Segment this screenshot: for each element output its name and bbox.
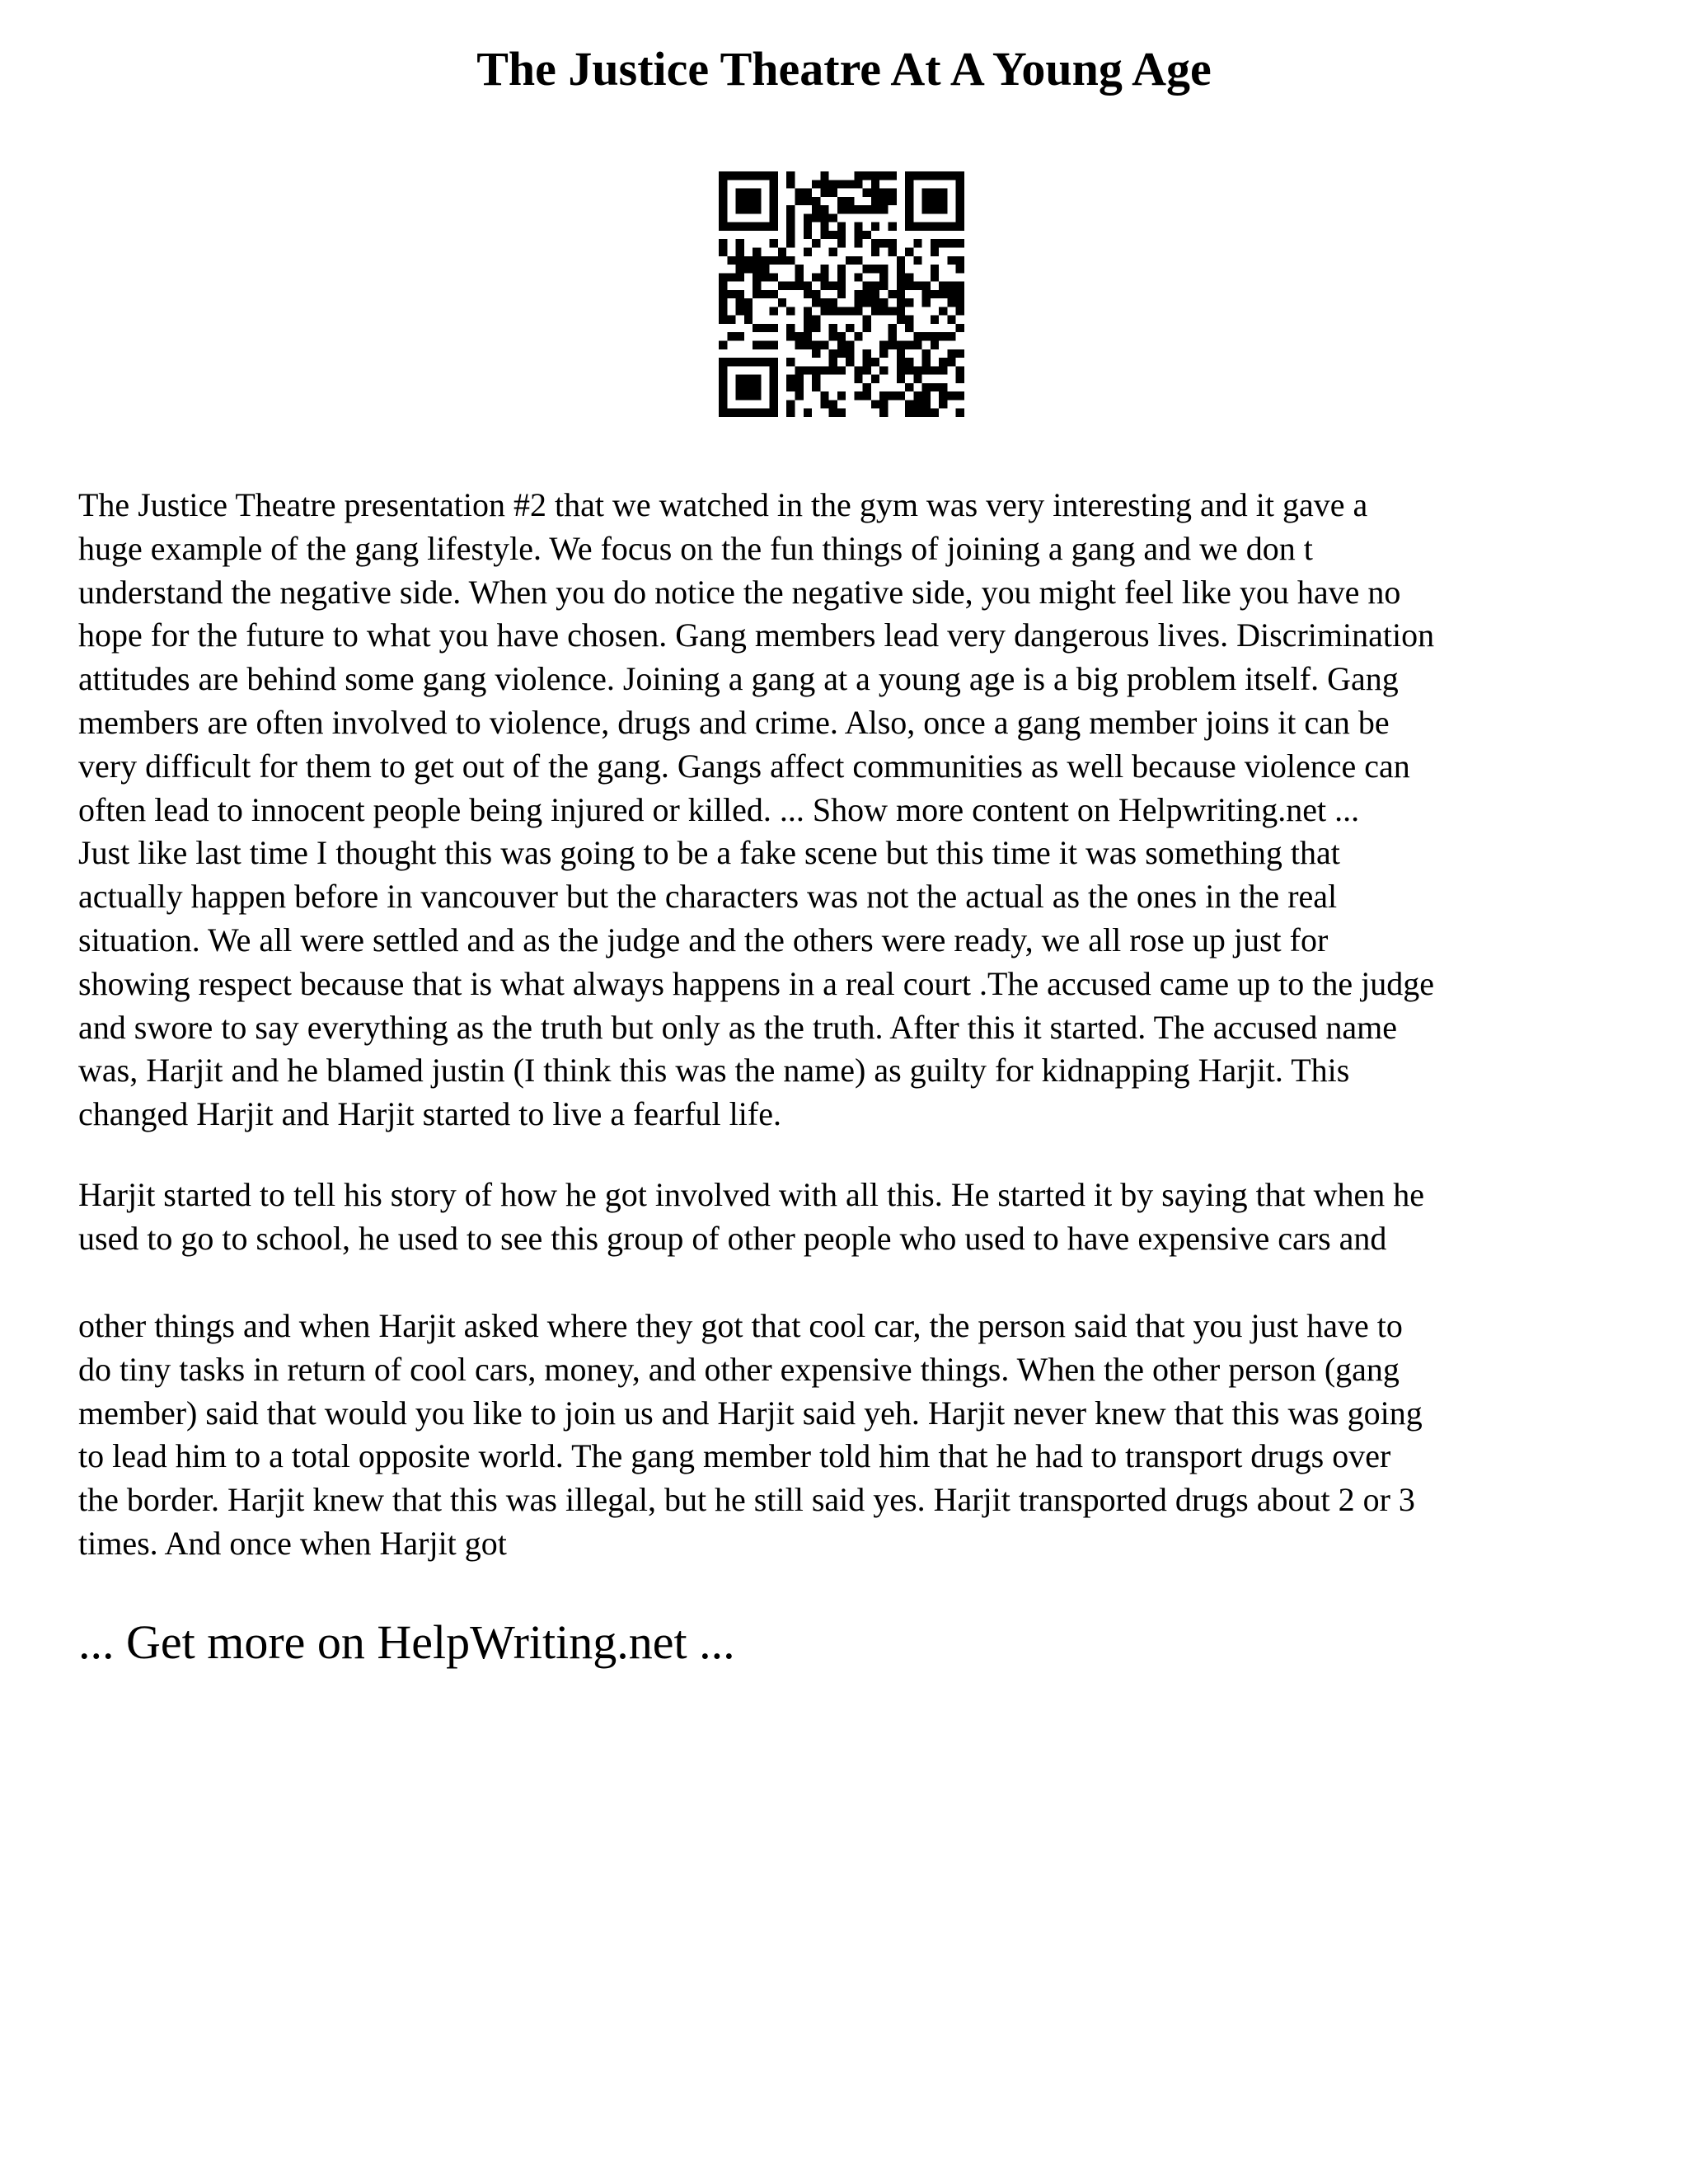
body-paragraph-3: other things and when Harjit asked where they got that cool car, the person said that you just have to do tiny tasks in return of cool cars, money, and other expensive things. When the other person (gang member) said that would you like to join us and Harjit said yeh. Harjit never knew that this was going to lead him to a total opposite world. The gang member told him that he had to transport drugs over the border. Harjit knew that this was illegal, but he still said yes. Harjit transported drugs about 2 or 3 times. And once when Harjit got bbox=[78, 1307, 1423, 1562]
qr-code-icon[interactable] bbox=[719, 171, 964, 417]
page-title: The Justice Theatre At A Young Age bbox=[476, 42, 1212, 96]
body-paragraph-2: Harjit started to tell his story of how he got involved with all this. He started it by saying that when he used to go to school, he used to see this group of other people who used to have expensive cars and bbox=[78, 1176, 1425, 1257]
get-more-link[interactable]: ... Get more on HelpWriting.net ... bbox=[78, 1615, 735, 1669]
body-paragraph-1: The Justice Theatre presentation #2 that we watched in the gym was very interesting and it gave a huge example of the gang lifestyle. We focus on the fun things of joining a gang and we don t understand the negative side. When you do notice the negative side, you might feel like you have no hope for the future to what you have chosen. Gang members lead very dangerous lives. Discrimination attitudes are behind some gang violence. Joining a gang at a young age is a big problem itself. Gang members are often involved to violence, drugs and crime. Also, once a gang member joins it can be very difficult for them to get out of the gang. Gangs affect communities as well because violence can often lead to innocent people being injured or killed. ... Show more content on Helpwriting.net ... Just like last time I thought this was going to be a fake scene but this time it was something that actually happen before in vancouver but the characters was not the actual as the ones in the real situation. We all were settled and as the judge and the others were ready, we all rose up just for showing respect because that is what always happens in a real court .The accused came up to the judge and swore to say everything as the truth but only as the truth. After this it started. The accused name was, Harjit and he blamed justin (I think this was the name) as guilty for kidnapping Harjit. This changed Harjit and Harjit started to live a fearful life. bbox=[78, 486, 1435, 1133]
